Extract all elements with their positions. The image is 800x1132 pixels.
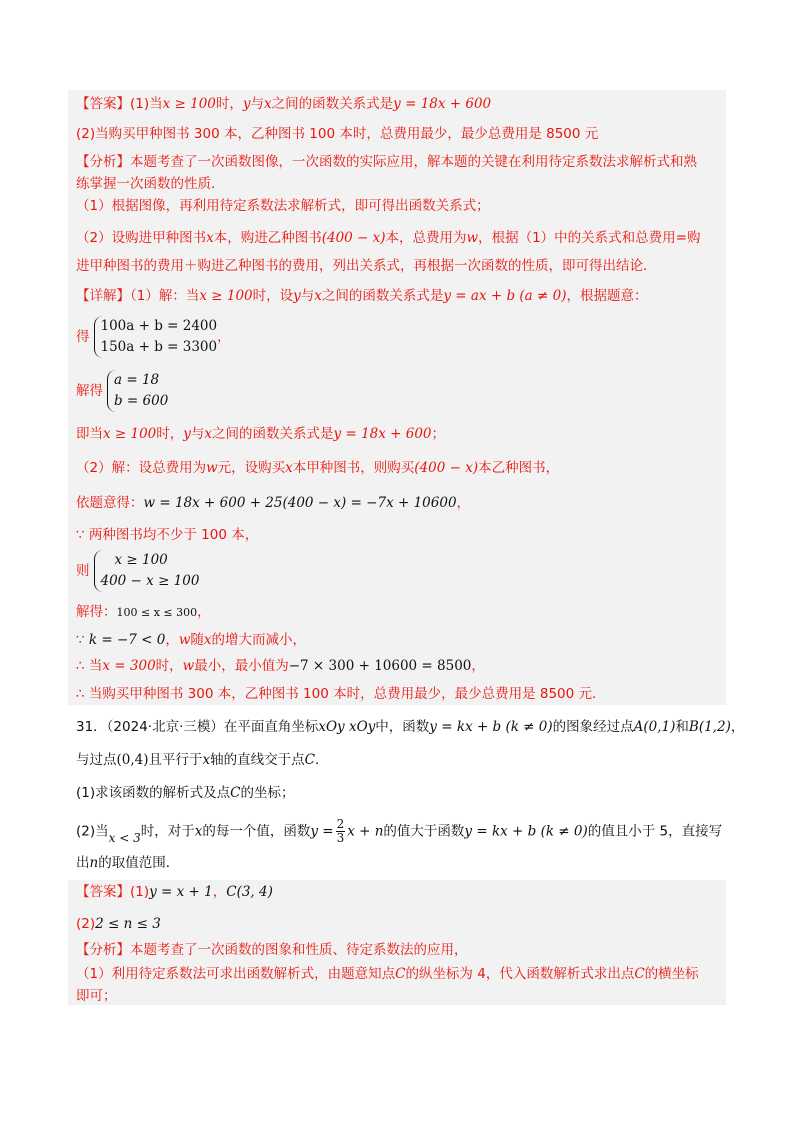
q30-answer-line-1: 【答案】(1)当x ≥ 100时，y与x之间的函数关系式是y = 18x + 600	[76, 96, 492, 112]
q30-detail-line-1: 【详解】（1）解：当x ≥ 100时，设y与x之间的函数关系式是y = ax + b (a ≠ 0)，根据题意：	[76, 288, 648, 304]
fraction: $\frac{2}{3}$	[336, 817, 345, 845]
q31-analysis-line-3: 即可；	[76, 988, 117, 1004]
q30-therefore-2: ∴ 当购买甲种图书 300 本，乙种图书 100 本时，总费用最少，最少总费用是 8500 元．	[76, 686, 606, 702]
system-brace: 100a + b = 2400 150a + b = 3300	[94, 316, 218, 358]
q31-analysis-line-2: （1）利用待定系数法可求出函数解析式，由题意知点C的纵坐标为 4，代入函数解析式求出点C的横坐标	[76, 966, 699, 982]
q30-detail-line-ji: 即当x ≥ 100时，y与x之间的函数关系式是y = 18x + 600；	[76, 426, 446, 442]
q30-because-2: ∵ k = −7 < 0，w随x的增大而减小，	[76, 632, 307, 648]
q30-analysis-line-2: 练掌握一次函数的性质．	[76, 176, 225, 192]
q30-therefore-1: ∴ 当x = 300时，w最小，最小值为−7 × 300 + 10600 = 8500，	[76, 658, 485, 674]
q30-solved: 解得：100 ≤ x ≤ 300，	[76, 604, 211, 620]
q31-stem-line-1: 31．（2024·北京·三模）在平面直角坐标xOy xOy中，函数y = kx + b (k ≠ 0)的图象经过点A(0,1)和B(1,2)，	[76, 719, 745, 735]
q31-answer-line-1: 【答案】(1)y = x + 1，C(3, 4)	[76, 884, 273, 900]
system-brace: a = 18 b = 600	[107, 370, 168, 412]
q30-analysis-line-5: 进甲种图书的费用＋购进乙种图书的费用，列出关系式，再根据一次函数的性质，即可得出结论．	[76, 258, 657, 274]
q31-part-1: (1)求该函数的解析式及点C的坐标；	[76, 785, 295, 801]
system-brace: x ≥ 100 400 − x ≥ 100	[94, 550, 200, 592]
q30-answer-line-2: (2)当购买甲种图书 300 本，乙种图书 100 本时，总费用最少，最少总费用是 8500 元	[76, 126, 599, 142]
q30-equation-system-2: 解得 a = 18 b = 600	[76, 370, 168, 412]
q31-part-2-line-1: (2)当x < 3时，对于x的每一个值，函数y = $\frac{2}{3}$ x + n的值大于函数y = kx + b (k ≠ 0)的值且小于 5，直接写	[76, 817, 723, 845]
q30-detail-yiju: 依题意得：w = 18x + 600 + 25(400 − x) = −7x + 10600，	[76, 495, 471, 511]
q30-detail-part-2: （2）解：设总费用为w元，设购买x本甲种图书，则购买(400 − x)本乙种图书，	[76, 460, 560, 476]
q31-stem-line-2: 与过点(0,4)且平行于x轴的直线交于点C．	[76, 752, 329, 768]
q30-equation-system-1: 得 100a + b = 2400 150a + b = 3300 ，	[76, 316, 231, 358]
q30-analysis-line-3: （1）根据图像，再利用待定系数法求解析式，即可得出函数关系式；	[76, 198, 490, 214]
q31-part-2-line-2: 出n的取值范围．	[76, 855, 180, 871]
q31-analysis-line-1: 【分析】本题考查了一次函数的图象和性质、待定系数法的应用，	[76, 942, 468, 958]
q30-analysis-line-4: （2）设购进甲种图书x本，购进乙种图书(400 − x)本，总费用为w，根据（1）中的关系式和总费用=购	[76, 230, 701, 246]
q31-answer-line-2: (2)2 ≤ n ≤ 3	[76, 916, 161, 932]
q30-analysis-line-1: 【分析】本题考查了一次函数图像，一次函数的实际应用，解本题的关键在利用待定系数法求解析式和熟	[76, 154, 697, 170]
q30-inequality-system: 则 x ≥ 100 400 − x ≥ 100	[76, 550, 199, 592]
q30-because-1: ∵ 两种图书均不少于 100 本，	[76, 527, 259, 543]
